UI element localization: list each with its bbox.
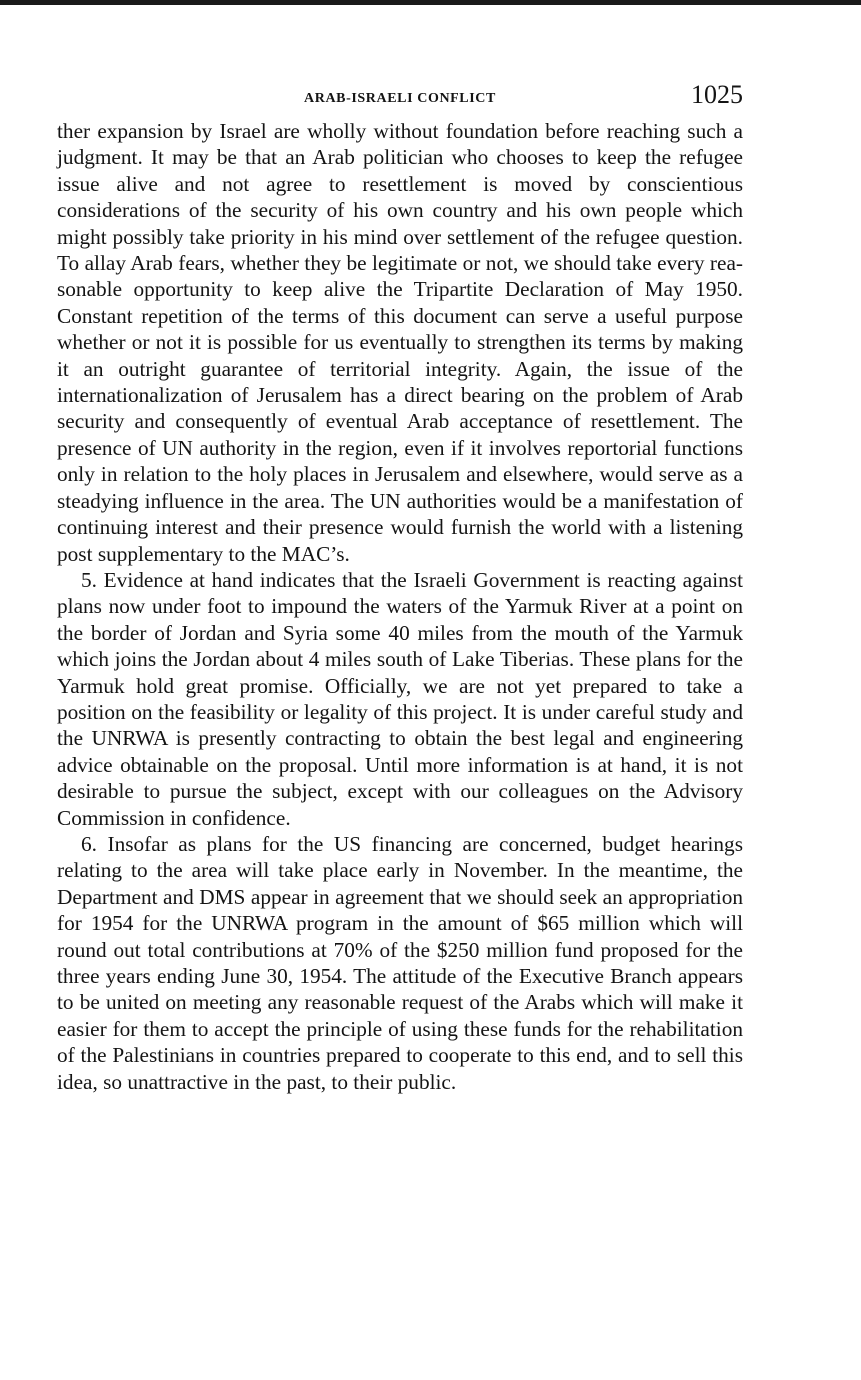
running-header <box>57 80 743 118</box>
running-title: ARAB-ISRAELI CONFLICT <box>304 91 496 106</box>
paragraph-continued: ther expansion by Israel are wholly without foundation before reaching such a judgment. It may be that an Arab politician who chooses to keep the refugee issue alive and not agree to resettlement is moved by conscientious considerations of the security of his own country and his own people which might possibly take priority in his mind over settlement of the refugee question. To allay Arab fears, whether they be legitimate or not, we should take every reasonable opportunity to keep alive the Tripartite Declaration of May 1950. Constant repetition of the terms of this document can serve a useful purpose whether or not it is possible for us eventually to strengthen its terms by making it an outright guarantee of territorial integrity. Again, the issue of the internationalization of Jerusalem has a direct bearing on the problem of Arab security and consequently of eventual Arab acceptance of resettlement. The presence of UN authority in the region, even if it involves reportorial functions only in relation to the holy places in Jerusalem and elsewhere, would serve as a steadying influence in the area. The UN authorities would be a manifestation of continuing interest and their presence would furnish the world with a listening post supplementary to the MAC’s. <box>57 119 743 566</box>
paragraph-5: 5. Evidence at hand indicates that the Israeli Government is reacting against plans now under foot to impound the waters of the Yarmuk River at a point on the border of Jordan and Syria some 40 miles from the mouth of the Yarmuk which joins the Jordan about 4 miles south of Lake Tiberias. These plans for the Yarmuk hold great promise. Officially, we are not yet prepared to take a position on the feasibility or legality of this project. It is under careful study and the UNRWA is presently contracting to obtain the best legal and engineering advice obtainable on the proposal. Until more information is at hand, it is not desirable to pursue the subject, except with our colleagues on the Advisory Commission in confidence. <box>57 567 743 830</box>
document-page <box>57 80 743 1095</box>
page-number: 1025 <box>691 80 743 109</box>
top-edge-rule <box>0 0 861 5</box>
paragraph-6: 6. Insofar as plans for the US financing are concerned, budget hearings relating to the area will take place early in November. In the meantime, the Department and DMS appear in agreement that we should seek an appropriation for 1954 for the UNRWA program in the amount of $65 million which will round out total contributions at 70% of the $250 million fund proposed for the three years ending June 30, 1954. The attitude of the Executive Branch appears to be united on meeting any reasonable request of the Arabs which will make it easier for them to accept the principle of using these funds for the rehabilitation of the Palestinians in countries prepared to cooperate to this end, and to sell this idea, so unattractive in the past, to their public. <box>57 831 743 1094</box>
